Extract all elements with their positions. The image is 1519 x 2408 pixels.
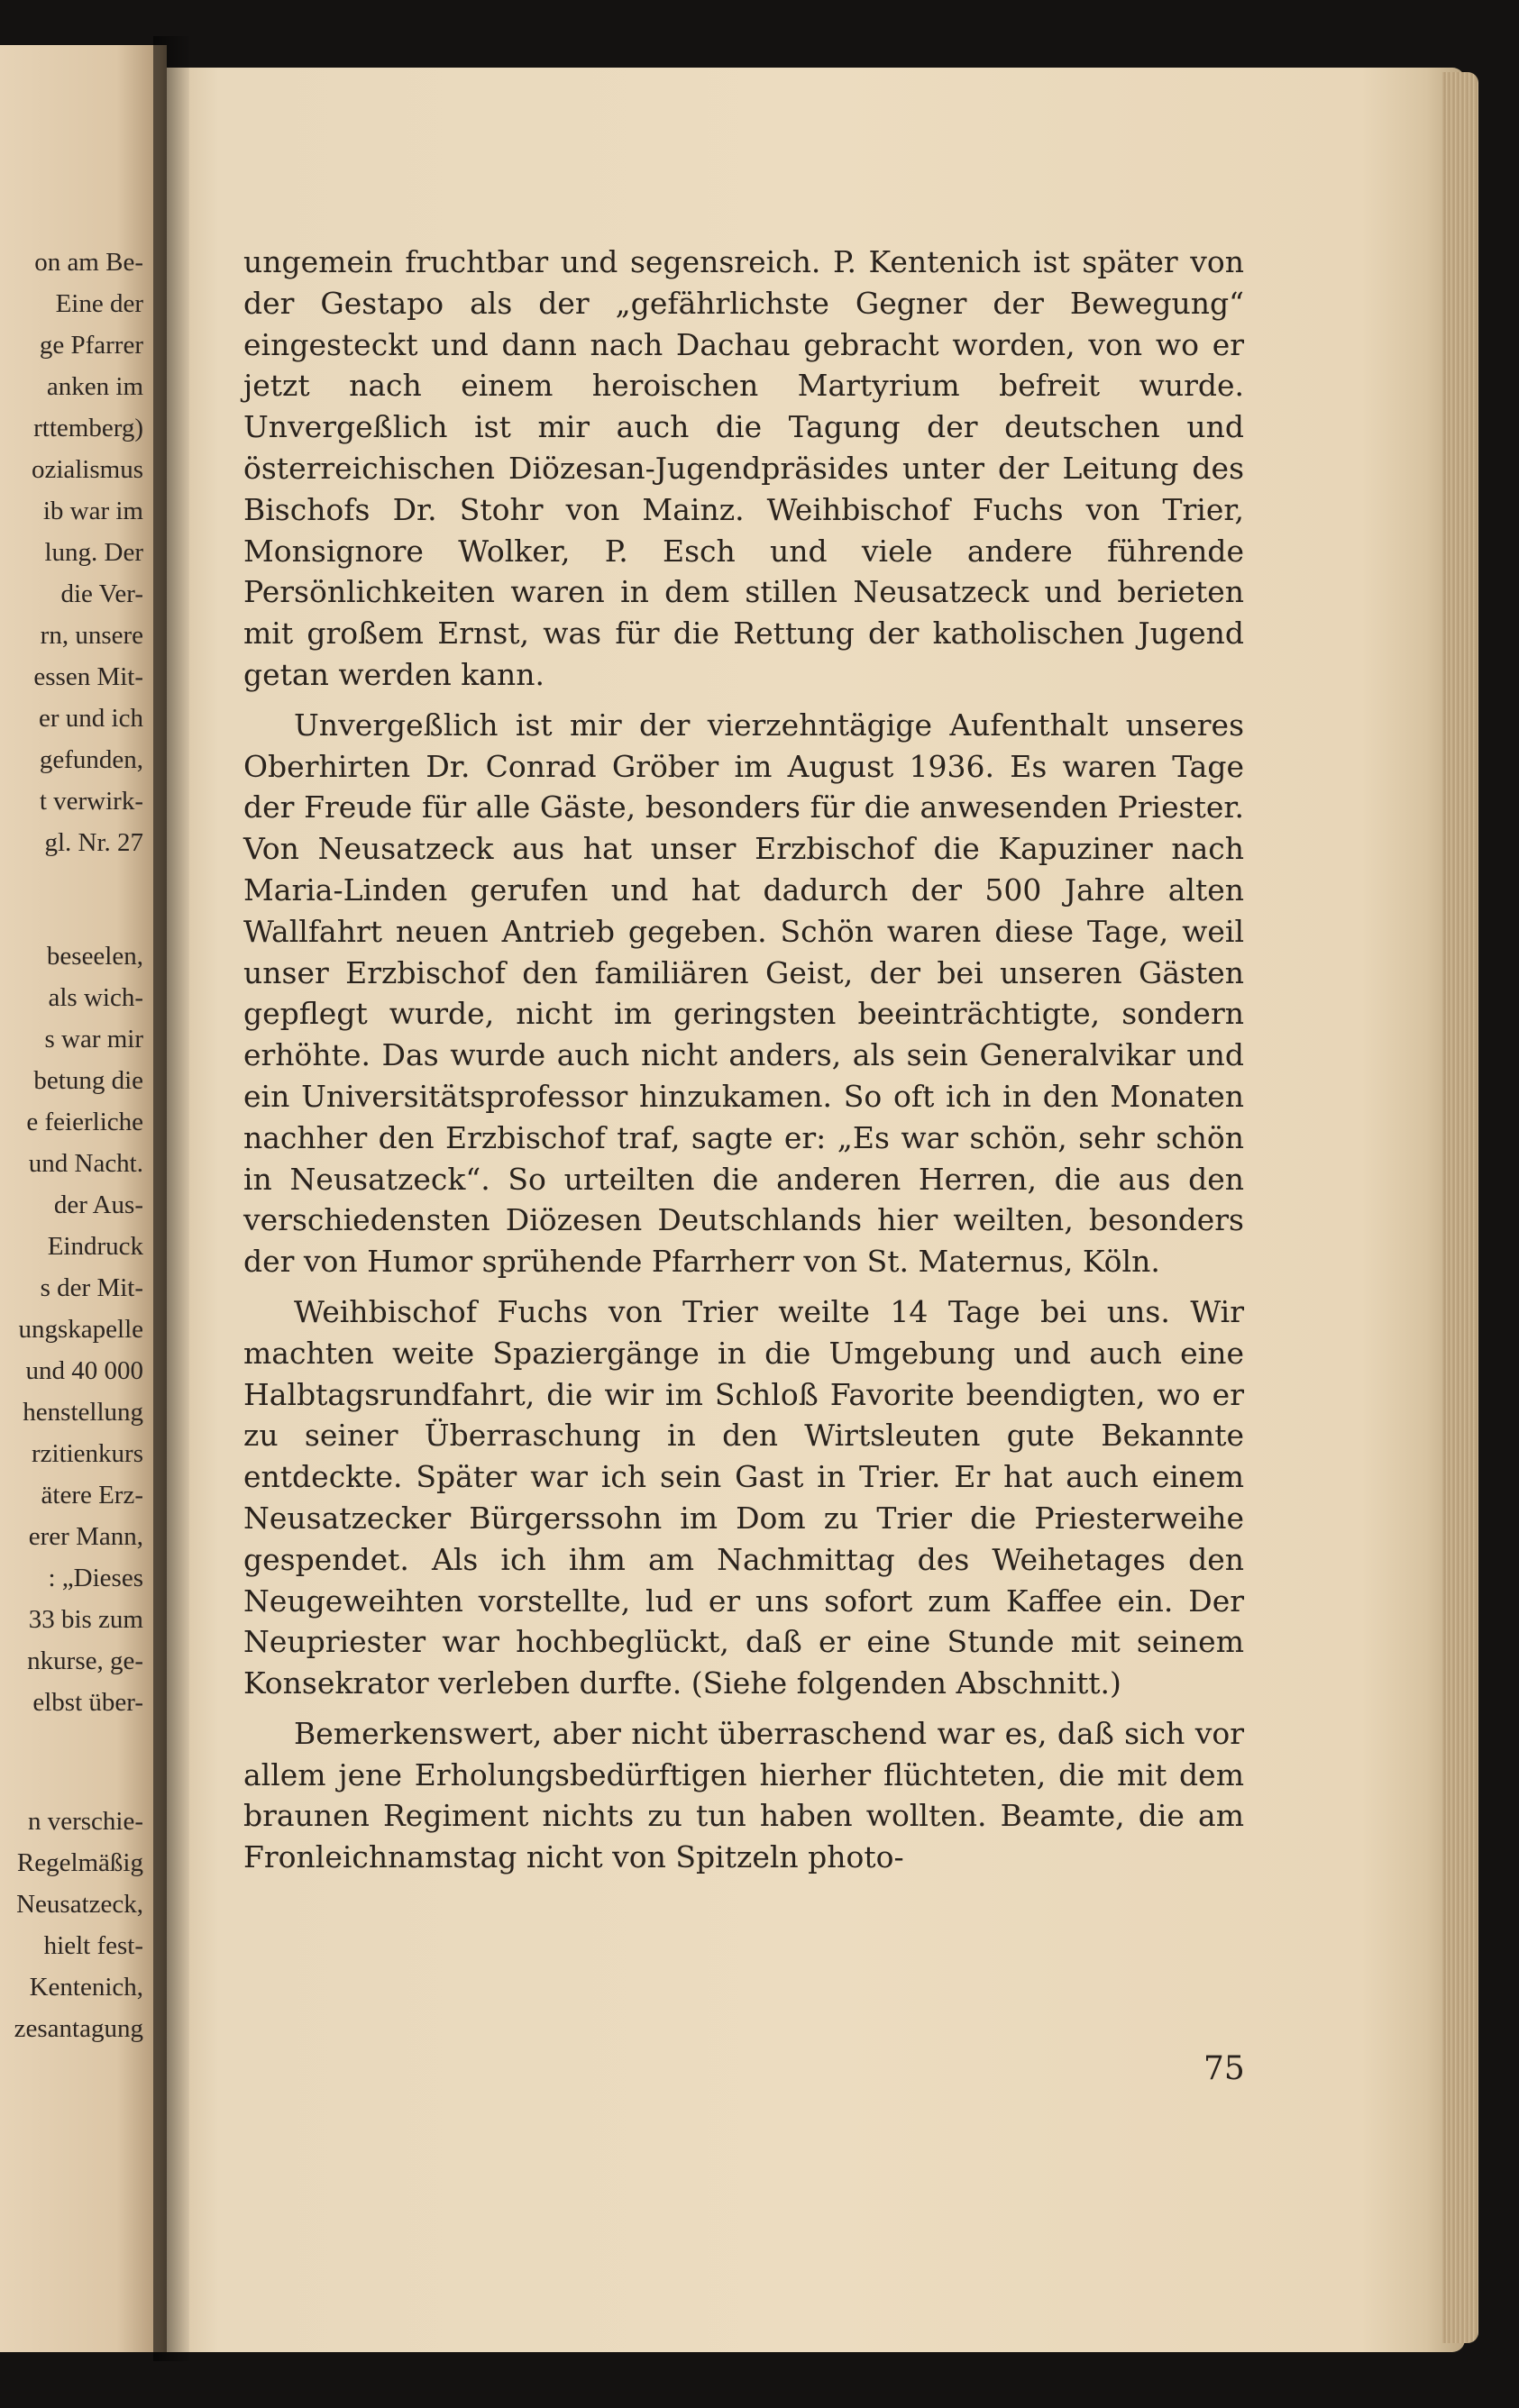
left-page-line: beseelen, — [46, 942, 143, 971]
left-page-line: rzitienkurs — [31, 1439, 143, 1468]
left-page-line: er und ich — [39, 704, 143, 733]
left-page-line: die Ver- — [60, 579, 143, 608]
page-body — [243, 242, 1244, 1878]
left-page-line: Kentenich, — [29, 1973, 143, 2002]
paragraph: Bemerkenswert, aber nicht überraschend war es, daß sich vor allem jene Erholungsbedürftigen hierher flüchteten, die mit dem braunen Regiment nichts zu tun haben wollten. Beamte, die am Fronleichnamstag nicht von Spitzeln photo- — [243, 1715, 1244, 1875]
left-page-line: : „Dieses — [48, 1564, 143, 1592]
left-facing-page — [0, 45, 167, 2352]
book-gutter — [153, 36, 189, 2361]
left-page-line: essen Mit- — [33, 662, 143, 691]
left-page-line: Regelmäßig — [16, 1848, 143, 1877]
left-page-line: betung die — [33, 1066, 143, 1095]
left-page-line: rn, unsere — [40, 621, 143, 650]
page-number: 75 — [1203, 2050, 1245, 2087]
left-page-line: rttemberg) — [33, 414, 143, 442]
paragraph: ungemein fruchtbar und segensreich. P. Kentenich ist später von der Gestapo als der „gefährlichste Gegner der Bewegung“ eingesteckt und dann nach Dachau gebracht worden, von wo er jetzt nach einem heroischen Martyrium befreit wurde. Unvergeßlich ist mir auch die Tagung der deutschen und österreichischen Diözesan-Jugendpräsides unter der Leitung des Bischofs Dr. Stohr von Mainz. Weihbischof Fuchs von Trier, Monsignore Wolker, P. Esch und viele andere führende Persönlichkeiten waren in dem stillen Neusatzeck und berieten mit großem Ernst, was für die Rettung der katholischen Jugend getan werden kann. — [243, 244, 1244, 692]
left-page-line: anken im — [46, 372, 143, 401]
left-page-line: t verwirk- — [39, 787, 143, 816]
left-page-line: s der Mit- — [40, 1273, 143, 1302]
left-page-line: als wich- — [48, 983, 143, 1012]
left-page-line: hielt fest- — [43, 1931, 143, 1960]
paragraph: Weihbischof Fuchs von Trier weilte 14 Tage bei uns. Wir machten weite Spaziergänge in die Umgebung und auch eine Halbtagsrundfahrt, die wir im Schloß Favorite beendigten, wo er zu seiner Überraschung in den Wirtsleuten gute Bekannte entdeckte. Später war ich sein Gast in Trier. Er hat auch einem Neusatzecker Bürgerssohn im Dom zu Trier die Priesterweihe gespendet. Als ich ihm am Nachmittag des Weihetages den Neugeweihten vorstellte, lud er uns sofort zum Kaffee ein. Der Neupriester war hochbeglückt, daß er eine Stunde mit seinem Konsekrator verleben durfte. (Siehe folgenden Abschnitt.) — [243, 1293, 1244, 1701]
left-page-line: elbst über- — [32, 1688, 143, 1717]
left-page-line: ungskapelle — [18, 1315, 143, 1344]
left-page-line: gl. Nr. 27 — [44, 828, 143, 857]
left-page-line: gefunden, — [39, 745, 143, 774]
left-page-line: und 40 000 — [25, 1356, 143, 1385]
left-page-line: Eindruck — [47, 1232, 143, 1261]
left-page-line: 33 bis zum — [28, 1605, 143, 1634]
left-page-line: erer Mann, — [28, 1522, 143, 1551]
paragraph: Unvergeßlich ist mir der vierzehntägige Aufenthalt unseres Oberhirten Dr. Conrad Gröber im August 1936. Es waren Tage der Freude für alle Gäste, besonders für die anwesenden Priester. Von Neusatzeck aus hat unser Erzbischof die Kapuziner nach Maria-Linden gerufen und hat dadurch der 500 Jahre alten Wallfahrt neuen Antrieb gegeben. Schön waren diese Tage, weil unser Erzbischof den familiären Geist, der bei unseren Gästen gepflegt wurde, nicht im geringsten beeinträchtigte, sondern erhöhte. Das wurde auch nicht anders, als sein Generalvikar und ein Universitätsprofessor hinzukamen. So oft ich in den Monaten nachher den Erzbischof traf, sagte er: „Es war schön, sehr schön in Neusatzeck“. So urteilten die anderen Herren, die aus den verschiedensten Diözesen Deutschlands hier weilten, besonders der von Humor sprühende Pfarrherr von St. Maternus, Köln. — [243, 707, 1244, 1280]
left-page-line: ozialismus — [31, 455, 143, 484]
left-page-line: on am Be- — [34, 248, 143, 277]
left-page-line: n verschie- — [27, 1807, 143, 1836]
left-page-line: ib war im — [42, 497, 143, 525]
left-page-line: der Aus- — [53, 1190, 143, 1219]
left-page-line: zesantagung — [14, 2014, 143, 2043]
left-page-line: henstellung — [23, 1398, 143, 1427]
page-edges — [1442, 72, 1478, 2343]
left-page-line: Neusatzeck, — [16, 1890, 143, 1919]
left-page-line: ge Pfarrer — [39, 331, 143, 360]
left-page-line: lung. Der — [44, 538, 143, 567]
left-page-line: ätere Erz- — [41, 1481, 143, 1510]
left-page-line: Eine der — [55, 289, 143, 318]
left-page-line: nkurse, ge- — [27, 1646, 143, 1675]
left-page-line: e feierliche — [26, 1108, 143, 1136]
left-page-line: und Nacht. — [28, 1149, 143, 1178]
left-page-line: s war mir — [44, 1025, 143, 1054]
